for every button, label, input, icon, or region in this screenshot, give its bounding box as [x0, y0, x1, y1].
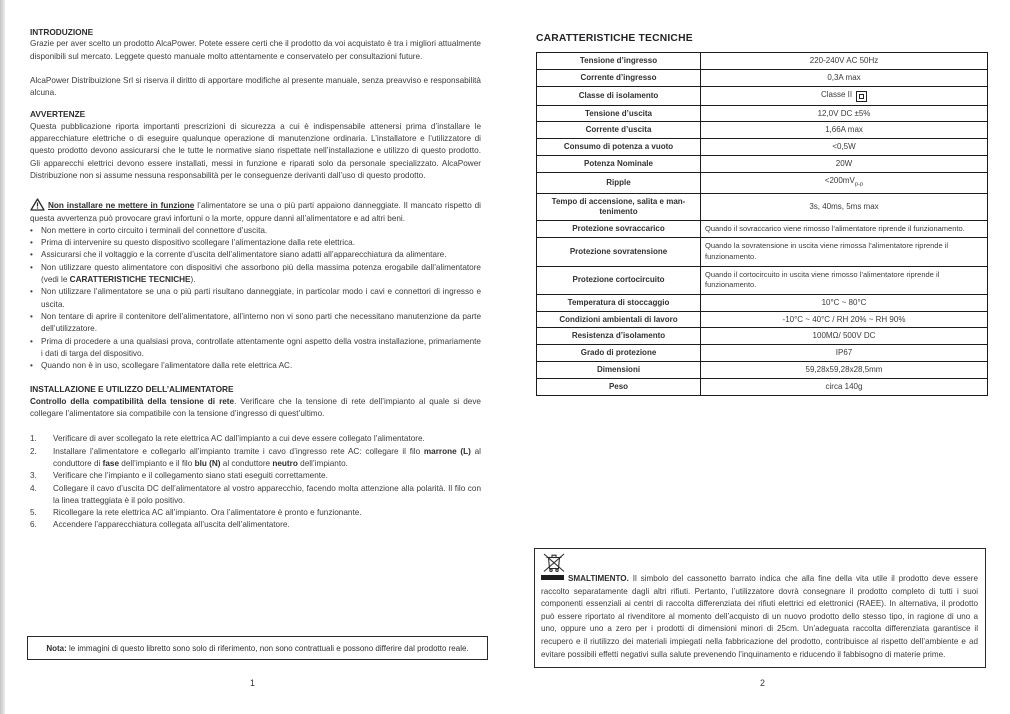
- spec-value: $<200mV_{p-p}$: [701, 172, 988, 193]
- bullet-marker: •: [30, 361, 33, 371]
- step-text: [53, 470, 481, 482]
- warning-triangle-icon: [30, 198, 45, 211]
- warning-alert: [30, 198, 481, 225]
- text-run: Ricollegare la rete elettrica AC all’impianto. Ora l’alimentatore è pronto e funzionante.: [53, 508, 362, 518]
- spec-value: 10°C ~ 80°C: [701, 294, 988, 311]
- spec-label: Protezione sovraccarico: [537, 220, 701, 238]
- bullet-item: [30, 249, 481, 261]
- spec-row: [537, 328, 988, 345]
- spec-label: Ripple: [537, 172, 701, 193]
- text-run: Prima di procedere a una qualsiasi prova, controllate attentamente ogni aspetto della vostra installazione, primariamente i dati di targa del dispositivo.: [41, 336, 481, 358]
- step-number: 3.: [30, 471, 37, 481]
- safety-bullet-list: [30, 225, 481, 373]
- text-run: Nota:: [46, 643, 67, 653]
- spec-label: Consumo di potenza a vuoto: [537, 139, 701, 156]
- spec-value: 59,28x59,28x28,5mm: [701, 361, 988, 378]
- spec-row: [537, 105, 988, 122]
- text-run: marrone (L): [423, 446, 471, 456]
- text-run: Controllo della compatibilità della tensione di rete: [30, 396, 235, 406]
- step-text: [53, 507, 481, 519]
- spec-value: 20W: [701, 155, 988, 172]
- text-run: CARATTERISTICHE TECNICHE: [69, 275, 191, 285]
- text-run: Non utilizzare l’alimentatore se una o più parti risultano danneggiate, in particolar modo i cavi e connettori di ingresso e uscita.: [41, 287, 481, 309]
- text-run: Quando non è in uso, scollegare l’alimentatore dalla rete elettrica AC.: [41, 361, 293, 371]
- class-ii-insulation-icon: [856, 91, 867, 102]
- bullet-text: [41, 360, 481, 372]
- spec-value: -10°C ~ 40°C / RH 20% ~ RH 90%: [701, 311, 988, 328]
- spec-value: 220-240V AC 50Hz: [701, 53, 988, 70]
- text-run: Accendere l’apparecchiatura collegata all’uscita dell’alimentatore.: [53, 520, 290, 530]
- spec-label: Tensione d’uscita: [537, 105, 701, 122]
- disposal-heading: SMALTIMENTO.: [568, 574, 629, 583]
- spec-label: Grado di protezione: [537, 345, 701, 362]
- spec-label: Condizioni ambientali di lavoro: [537, 311, 701, 328]
- text-run: Non mettere in corto circuito i terminali del connettore d’uscita.: [41, 225, 268, 235]
- intro-paragraph-1: Grazie per aver scelto un prodotto AlcaPower. Potete essere certi che il prodotto da voi acquistato è tra i migliori attualmente disponibili sul mercato. Leggete questo manuale molto attentamente e conservatelo per consultazioni future.: [30, 39, 481, 61]
- install-step-list: [30, 433, 481, 531]
- nota-text: [46, 644, 468, 653]
- spec-row: [537, 69, 988, 86]
- text-run: fase: [102, 458, 120, 468]
- bullet-item: [30, 311, 481, 336]
- step-text: [53, 519, 481, 531]
- text-run: dell’impianto e il filo: [119, 458, 195, 468]
- step-number: 2.: [30, 446, 37, 456]
- spec-row: [537, 53, 988, 70]
- warnings-heading: AVVERTENZE: [30, 109, 86, 120]
- spec-label: Tempo di accensione, salita e mantenimento: [537, 194, 701, 221]
- weee-crossed-bin-icon: [542, 552, 566, 573]
- bullet-marker: •: [30, 250, 33, 260]
- step-number: 4.: [30, 483, 37, 493]
- install-step: [30, 433, 481, 445]
- bullet-item: [30, 262, 481, 287]
- step-number: 6.: [30, 520, 37, 530]
- spec-label: Protezione cortocircuito: [537, 266, 701, 294]
- inner-square-icon: [859, 94, 864, 99]
- warning-alert-text: [30, 201, 481, 222]
- bullet-text: [41, 225, 481, 237]
- text-run: ).: [190, 275, 196, 285]
- page-number-2: 2: [760, 678, 765, 688]
- spec-value: Classe II: [701, 86, 988, 105]
- intro-paragraph-2: AlcaPower Distribuizione Srl si riserva il diritto di apportare modifiche al presente manuale, senza preavviso e responsabilità alcuna.: [30, 75, 481, 98]
- text-run: Non tentare di aprire il contenitore dell’alimentatore, all’interno non vi sono parti che necessitano manutenzione da parte dell’utilizzatore.: [41, 311, 481, 334]
- spec-label: Resistenza d’isolamento: [537, 328, 701, 345]
- spec-value: 0,3A max: [701, 69, 988, 86]
- spec-label: Peso: [537, 378, 701, 395]
- text-run: dell’impianto.: [297, 458, 348, 468]
- step-text: [53, 433, 481, 445]
- spec-value: 100MΩ/ 500V DC: [701, 328, 988, 345]
- spec-label: Corrente d’ingresso: [537, 69, 701, 86]
- spec-value: <0,5W: [701, 139, 988, 156]
- warnings-paragraph: Questa pubblicazione riporta importanti prescrizioni di sicurezza a cui è indispensabile attenersi prima d’installare le apparecchiature elettriche o di eseguire qualunque operazione di manutenzione ordinaria. L’installatore e l’utilizzatore di questo prodotto devono assicurarsi che le tutte le normative siano rispettate nell’installazione e utilizzo di questo prodotto. Gli apparecchi elettrici devono essere installati, messi in funzione e riparati solo da personale specializzato. AlcaPower Distribuzione non si assume nessuna responsabilità per le conseguenze derivanti dall’uso di questo prodotto.: [30, 121, 481, 180]
- spec-row: [537, 194, 988, 221]
- bullet-text: [41, 286, 481, 311]
- intro-heading: INTRODUZIONE: [30, 27, 94, 37]
- spec-value: Quando il cortocircuito in uscita viene rimosso l’alimentatore riprende il funzionamento.: [701, 266, 988, 294]
- step-number: 5.: [30, 508, 37, 518]
- text-run: Verificare che l’impianto e il collegamento siano stati eseguiti correttamente.: [53, 471, 328, 481]
- spec-label: Protezione sovratensione: [537, 238, 701, 266]
- bullet-text: [41, 237, 481, 249]
- specs-table: [536, 52, 988, 396]
- spec-value: Quando il sovraccarico viene rimosso l’alimentatore riprende il funzionamento.: [701, 220, 988, 238]
- spec-row: [537, 172, 988, 193]
- bullet-text: [41, 262, 481, 287]
- spec-value: 1,66A max: [701, 122, 988, 139]
- spec-label: Potenza Nominale: [537, 155, 701, 172]
- step-text: [53, 483, 481, 508]
- disposal-text: Il simbolo del cassonetto barrato indica che alla fine della vita utile il prodotto deve essere raccolto separatamente dagli altri rifiuti. Pertanto, l’utilizzatore dovrà consegnare il prodotto completo di tutti i suoi componenti essenziali ai centri di raccolta differenziata dei rifiuti elettrici ed elettronici (RAEE). In alternativa, il prodotto può essere riportato al rivenditore al momento dell’acquisto di un nuovo prodotto dello stesso tipo, in ragione di uno a uno, oppure uno a zero per i prodotti di dimensioni minori di 25cm. Un’adeguata raccolta differenziata garantisce il recupero e il riutilizzo dei materiali impiegati nella fabbricazione del prodotto, contribuisce al rispetto dell’ambiente e ad evitare possibili effetti negativi sulla salute prevenendo l’inquinamento e riducendo il fabbisogno di materie prime.: [541, 574, 978, 659]
- page-2: [536, 33, 988, 396]
- spec-row: [537, 311, 988, 328]
- spec-label: Classe di isolamento: [537, 86, 701, 105]
- step-text: [53, 446, 481, 471]
- specs-table-body: [537, 53, 988, 396]
- text-run: Collegare il cavo d’uscita DC dell’alimentatore al vostro apparecchio, facendo molta attenzione alla polarità. Il filo con la linea tratteggiata è il polo positivo.: [53, 483, 481, 505]
- text-run: Non utilizzare questo alimentatore con dispositivi che assorbono più della massima potenza erogabile dall’alimentatore (vedi le: [41, 262, 481, 285]
- spec-row: [537, 361, 988, 378]
- step-number: 1.: [30, 434, 37, 444]
- spec-label: Temperatura di stoccaggio: [537, 294, 701, 311]
- text-run: Assicurarsi che il voltaggio e la corrente d’uscita dell’alimentatore siano adatti all’apparecchiatura da alimentare.: [41, 250, 447, 260]
- text-run: neutro: [272, 458, 298, 468]
- page-number-1: 1: [250, 678, 255, 688]
- text-run: Installare l’alimentatore e collegarlo all’impianto tramite i cavo d’ingresso rete AC: collegare il filo: [53, 446, 424, 456]
- text-run: . Verificare che la tensione di rete dell’impianto al quale si deve collegare l’alimentatore sia compatibile con la tensione d’ingresso di quest’ultimo.: [30, 396, 481, 419]
- text-run: al conduttore: [220, 458, 273, 468]
- spec-row: [537, 220, 988, 238]
- spec-row: [537, 294, 988, 311]
- bullet-marker: •: [30, 238, 33, 248]
- spec-value: 3s, 40ms, 5ms max: [701, 194, 988, 221]
- spec-label: Corrente d’uscita: [537, 122, 701, 139]
- weee-bar-icon: [541, 575, 564, 580]
- spec-row: [537, 345, 988, 362]
- install-intro: [30, 396, 481, 421]
- spec-row: [537, 155, 988, 172]
- bullet-item: [30, 286, 481, 311]
- disposal-paragraph: [535, 549, 985, 666]
- install-step: [30, 483, 481, 508]
- disposal-box: [534, 548, 986, 668]
- ripple-subscript: p-p: [854, 181, 864, 188]
- spec-row: [537, 122, 988, 139]
- spec-value: 12,0V DC ±5%: [701, 105, 988, 122]
- bullet-item: [30, 237, 481, 249]
- spec-row: [537, 266, 988, 294]
- scan-edge: [0, 0, 5, 714]
- bullet-text: [41, 311, 481, 336]
- text-run: le immagini di questo libretto sono solo di riferimento, non sono contrattuali e possono differire dal prodotto reale.: [66, 643, 469, 653]
- bullet-marker: •: [30, 311, 33, 321]
- text-run: Prima di intervenire su questo dispositivo scollegare l’alimentazione dalla rete elettrica.: [41, 238, 356, 248]
- text-run: Verificare di aver scollegato la rete elettrica AC dall’impianto a cui deve essere collegato l’alimentatore.: [53, 434, 425, 444]
- install-heading: INSTALLAZIONE E UTILIZZO DELL’ALIMENTATORE: [30, 384, 234, 395]
- page-1: [30, 26, 481, 532]
- spec-row: [537, 378, 988, 395]
- install-step: [30, 519, 481, 531]
- nota-box: [27, 636, 488, 660]
- text-run: blu (N): [194, 458, 221, 468]
- spec-value: circa 140g: [701, 378, 988, 395]
- bullet-marker: •: [30, 262, 33, 272]
- spec-row: [537, 139, 988, 156]
- spec-row: [537, 86, 988, 105]
- bullet-text: [41, 249, 481, 261]
- text-run: Non installare ne mettere in funzione: [48, 201, 195, 211]
- text-run: al conduttore di: [53, 446, 481, 468]
- text-run: l’alimentatore se una o più parti appaiono danneggiate. Il mancato rispetto di questa avvertenza può provocare gravi infortuni o la morte, oppure danni all’alimentatore e ad altri beni.: [30, 201, 481, 223]
- install-step: [30, 470, 481, 482]
- spec-value: Quando la sovratensione in uscita viene rimossa l’alimentatore riprende il funzionamento.: [701, 238, 988, 266]
- bullet-text: [41, 336, 481, 361]
- spec-row: [537, 238, 988, 266]
- spec-value: IP67: [701, 345, 988, 362]
- install-step: [30, 446, 481, 471]
- bullet-item: [30, 336, 481, 361]
- bullet-item: [30, 360, 481, 372]
- spec-label: Dimensioni: [537, 361, 701, 378]
- install-step: [30, 507, 481, 519]
- bullet-marker: •: [30, 287, 33, 297]
- bullet-marker: •: [30, 225, 33, 235]
- specs-title: CARATTERISTICHE TECNICHE: [536, 33, 693, 44]
- spec-label: Tensione d’ingresso: [537, 53, 701, 70]
- bullet-item: [30, 225, 481, 237]
- bullet-marker: •: [30, 336, 33, 346]
